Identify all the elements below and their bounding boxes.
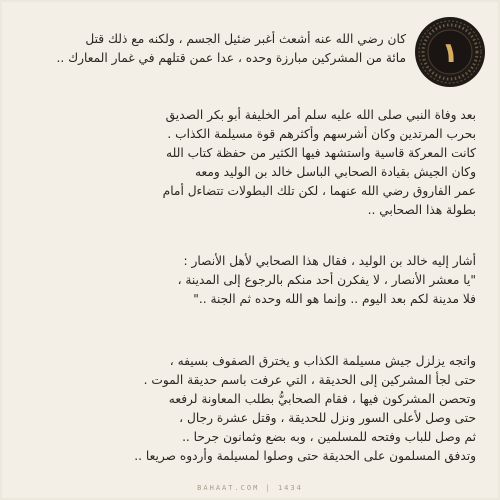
text-line: فلا مدينة لكم بعد اليوم .. وإنما هو الله وحده ثم الجنة .." — [193, 292, 476, 306]
paragraph-3 — [24, 252, 476, 309]
text-line: حتى لجأ المشركين إلى الحديقة ، التي عرفت باسم حديقة الموت . — [143, 373, 476, 387]
text-line: وتدفق المسلمون على الحديقة حتى وصلوا لمسيلمة وأردوه صريعا .. — [134, 449, 476, 463]
text-line: كان رضي الله عنه أشعث أغبر ضئيل الجسم ، ولكنه مع ذلك قتل — [85, 32, 406, 46]
text-line: أشار إليه خالد بن الوليد ، فقال هذا الصحابي لأهل الأنصار : — [183, 254, 476, 268]
paragraph-2 — [24, 106, 476, 220]
text-line: وتحصن المشركون فيها ، فقام الصحابيُّ بطلب المعاونة لرفعه — [168, 392, 476, 406]
text-line: حتى وصل لأعلى السور ونزل للحديقة ، وقتل عشرة رجال ، — [179, 411, 476, 425]
text-line: عمر الفاروق رضي الله عنهما ، لكن تلك البطولات تتضاءل أمام — [162, 184, 476, 198]
text-line: وكان الجيش بقيادة الصحابي الباسل خالد بن الوليد ومعه — [194, 165, 476, 179]
text-line: واتجه يزلزل جيش مسيلمة الكذاب و يخترق الصفوف بسيفه ، — [169, 354, 476, 368]
paragraph-1 — [24, 30, 406, 68]
badge-number: ١ — [441, 35, 459, 69]
text-line: بعد وفاة النبي صلى الله عليه سلم أمر الخليفة أبو بكر الصديق — [165, 108, 476, 122]
text-line: مائة من المشركين مبارزة وحده ، عدا عمن قتلهم في غمار المعارك .. — [56, 51, 406, 65]
text-line: ثم وصل للباب وفتحه للمسلمين ، وبه بضع وثمانون جرحا .. — [182, 430, 476, 444]
text-line: "يا معشر الأنصار ، لا يفكرن أحد منكم بالرجوع إلى المدينة ، — [177, 273, 476, 287]
text-line: كانت المعركة قاسية واستشهد فيها الكثير من حفظة كتاب الله — [166, 146, 476, 160]
text-line: بطولة هذا الصحابي .. — [367, 203, 476, 217]
paragraph-4 — [24, 352, 476, 466]
number-badge — [414, 16, 486, 88]
footer-watermark: BAHAAT.COM | 1434 — [197, 484, 303, 492]
text-line: بحرب المرتدين وكان أشرسهم وأكثرهم قوة مسيلمة الكذاب . — [167, 127, 476, 141]
